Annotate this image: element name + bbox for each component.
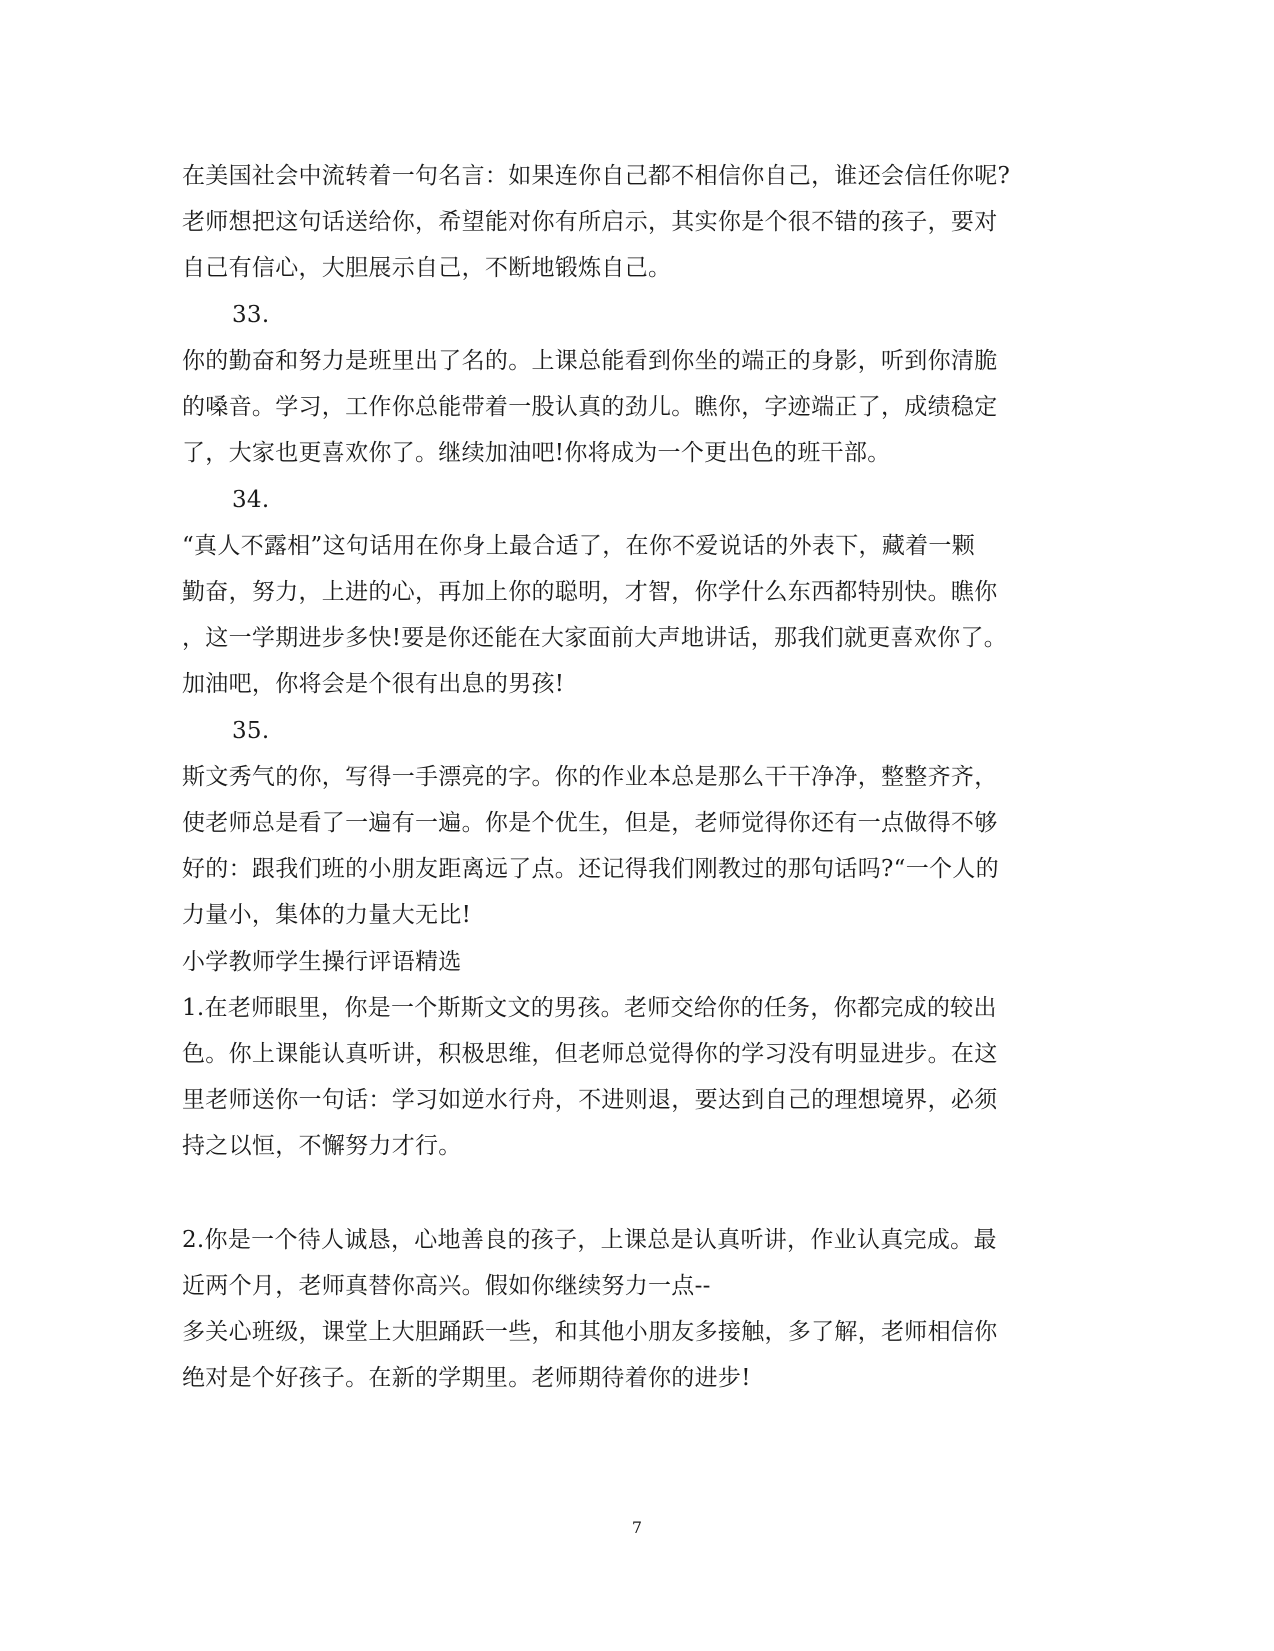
paragraph-line: 色。你上课能认真听讲，积极思维，但老师总觉得你的学习没有明显进步。在这 [182,1041,998,1067]
paragraph-line: 加油吧，你将会是个很有出息的男孩! [182,671,565,697]
item-number: 34. [232,487,270,513]
item-number: 35. [232,718,270,744]
paragraph-line: 多关心班级，课堂上大胆踊跃一些，和其他小朋友多接触，多了解，老师相信你 [182,1319,998,1345]
paragraph-line: 绝对是个好孩子。在新的学期里。老师期待着你的进步! [182,1365,751,1391]
paragraph-line: 使老师总是看了一遍有一遍。你是个优生，但是，老师觉得你还有一点做得不够 [182,810,998,836]
paragraph-line: 力量小，集体的力量大无比! [182,902,472,928]
paragraph-line: 自己有信心，大胆展示自己，不断地锻炼自己。 [182,255,672,281]
paragraph-line: 持之以恒，不懈努力才行。 [182,1133,462,1159]
paragraph-line: 老师想把这句话送给你，希望能对你有所启示，其实你是个很不错的孩子，要对 [182,209,998,235]
paragraph-line: ，这一学期进步多快!要是你还能在大家面前大声地讲话，那我们就更喜欢你了。 [182,625,1008,651]
paragraph-line: 斯文秀气的你，写得一手漂亮的字。你的作业本总是那么干干净净，整整齐齐， [182,764,998,790]
paragraph-line: “真人不露相”这句话用在你身上最合适了，在你不爱说话的外表下，藏着一颗 [182,533,976,559]
paragraph-line: 你的勤奋和努力是班里出了名的。上课总能看到你坐的端正的身影，听到你清脆 [182,348,998,374]
paragraph-line: 1.在老师眼里，你是一个斯斯文文的男孩。老师交给你的任务，你都完成的较出 [182,995,997,1021]
paragraph-line: 在美国社会中流转着一句名言：如果连你自己都不相信你自己，谁还会信任你呢? [182,163,1011,189]
item-number: 33. [232,302,270,328]
paragraph-line: 近两个月，老师真替你高兴。假如你继续努力一点-- [182,1273,711,1299]
page-number: 7 [631,1518,643,1537]
paragraph-line: 勤奋，努力，上进的心，再加上你的聪明，才智，你学什么东西都特别快。瞧你 [182,579,998,605]
section-heading: 小学教师学生操行评语精选 [182,949,462,975]
paragraph-line: 里老师送你一句话：学习如逆水行舟，不进则退，要达到自己的理想境界，必须 [182,1087,998,1113]
paragraph-line: 了，大家也更喜欢你了。继续加油吧!你将成为一个更出色的班干部。 [182,440,891,466]
paragraph-line: 好的：跟我们班的小朋友距离远了点。还记得我们刚教过的那句话吗?“一个人的 [182,856,999,882]
paragraph-line: 的嗓音。学习，工作你总能带着一股认真的劲儿。瞧你，字迹端正了，成绩稳定 [182,394,998,420]
paragraph-line: 2.你是一个待人诚恳，心地善良的孩子，上课总是认真听讲，作业认真完成。最 [182,1227,997,1253]
